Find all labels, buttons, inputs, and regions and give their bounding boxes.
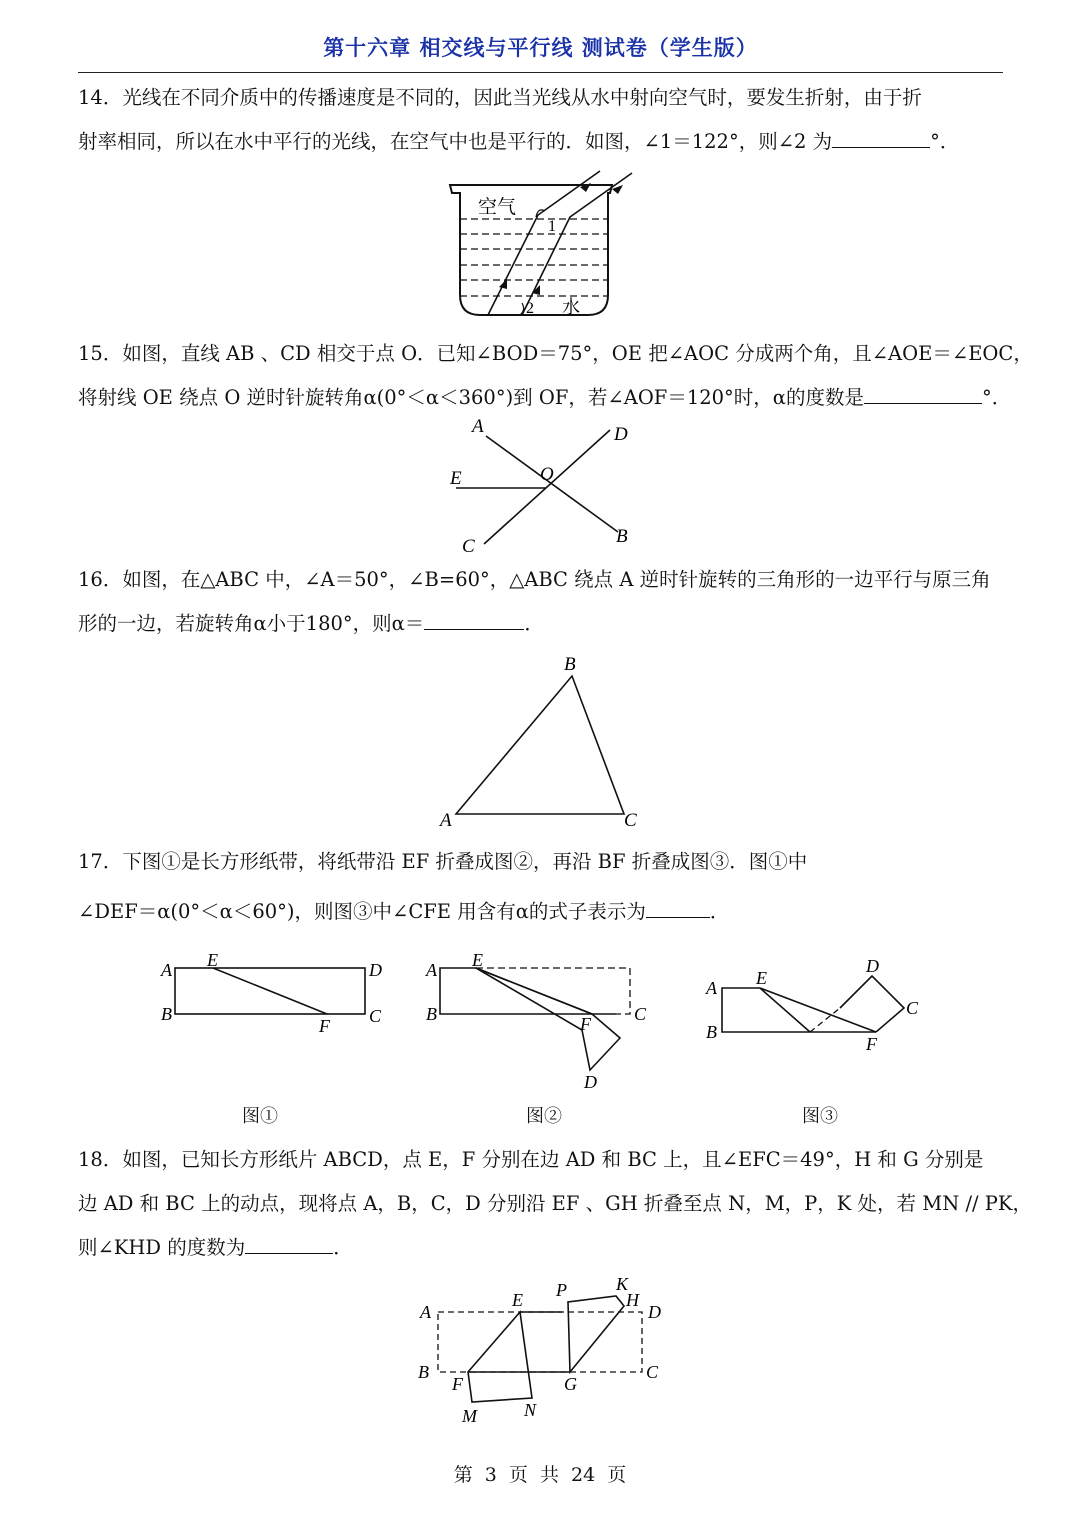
q14-line2-text: 射率相同，所以在水中平行的光线，在空气中也是平行的．如图，∠1＝122°，则∠2 为 xyxy=(78,130,833,153)
answer-blank xyxy=(832,123,930,148)
fig3-E: E xyxy=(756,968,767,988)
q18-F: F xyxy=(452,1374,463,1394)
point-E: E xyxy=(450,468,462,489)
point-B: B xyxy=(616,526,628,547)
q15-line2-text: 将射线 OE 绕点 O 逆时针旋转角α(0°＜α＜360°)到 OF，若∠AOF＝120°时，α的度数是 xyxy=(78,386,864,409)
water-label: 水 xyxy=(562,297,580,318)
q18-C: C xyxy=(646,1362,659,1382)
fig2-A: A xyxy=(426,960,437,980)
answer-blank xyxy=(864,379,982,404)
fig2-F: F xyxy=(580,1014,591,1034)
fig1-D: D xyxy=(369,960,382,980)
point-C: C xyxy=(462,536,475,557)
q18-A: A xyxy=(420,1302,431,1322)
q18-K: K xyxy=(616,1274,629,1294)
q14-line2 xyxy=(78,120,1008,164)
q17-line2 xyxy=(78,890,1008,934)
q16-line1: 16．如图，在△ABC 中，∠A＝50°，∠B=60°，△ABC 绕点 A 逆时针旋转的三角形的一边平行与原三角 xyxy=(78,568,991,591)
q17-end: ． xyxy=(709,900,730,923)
q17-line2-text: ∠DEF＝α(0°＜α＜60°)，则图③中∠CFE 用含有α的式子表示为 xyxy=(78,900,646,923)
q18-N: N xyxy=(524,1400,537,1420)
q18-E: E xyxy=(512,1290,523,1310)
angle-1-label: 1 xyxy=(548,218,556,235)
fig1-E: E xyxy=(207,950,218,970)
q18-G: G xyxy=(564,1374,577,1394)
point-D: D xyxy=(614,424,628,445)
q14-end: °． xyxy=(930,130,960,153)
q17-figure-2 xyxy=(420,950,660,1095)
q18-end: ． xyxy=(333,1236,353,1259)
q16-line2 xyxy=(78,602,1008,646)
vertex-B: B xyxy=(564,654,576,675)
caption-figure-1: 图① xyxy=(242,1106,278,1127)
q15-end: °． xyxy=(981,386,1012,409)
angle-2-label: 2 xyxy=(526,300,534,317)
q18-line1: 18．如图，已知长方形纸片 ABCD，点 E，F 分别在边 AD 和 BC 上，且∠EFC＝49°，H 和 G 分别是 xyxy=(78,1148,984,1171)
page-title: 第十六章 相交线与平行线 测试卷（学生版） xyxy=(323,36,758,60)
q16-triangle-figure xyxy=(430,650,660,835)
fig3-A: A xyxy=(706,978,717,998)
fig1-A: A xyxy=(161,960,172,980)
fig1-B: B xyxy=(161,1004,172,1024)
answer-blank xyxy=(646,893,710,918)
q18-line3-text: 则∠KHD 的度数为 xyxy=(78,1236,246,1259)
q15-line1: 15．如图，直线 AB 、CD 相交于点 O．已知∠BOD＝75°，OE 把∠AOC 分成两个角，且∠AOE＝∠EOC， xyxy=(78,342,1033,365)
q17-line1: 17．下图①是长方形纸带，将纸带沿 EF 折叠成图②，再沿 BF 折叠成图③．图①中 xyxy=(78,850,808,873)
fig1-C: C xyxy=(369,1006,382,1026)
fig2-C: C xyxy=(634,1004,647,1024)
q18-folding-figure xyxy=(410,1270,690,1430)
fig3-B: B xyxy=(706,1022,717,1042)
q17-figure-3 xyxy=(700,950,940,1060)
page-header xyxy=(78,30,1003,73)
page-footer: 第 3 页 共 24 页 xyxy=(453,1464,627,1486)
answer-blank xyxy=(424,605,524,630)
air-label: 空气 xyxy=(478,196,517,218)
caption-figure-3: 图③ xyxy=(802,1106,838,1127)
fig2-E: E xyxy=(472,950,483,970)
fig1-F: F xyxy=(319,1016,330,1036)
fig2-D: D xyxy=(584,1072,597,1092)
answer-blank xyxy=(245,1229,333,1254)
q18-line3 xyxy=(78,1226,1008,1270)
q18-P: P xyxy=(556,1280,567,1300)
q18-B: B xyxy=(418,1362,429,1382)
fig3-C: C xyxy=(906,998,919,1018)
q17-figure-1 xyxy=(155,950,395,1040)
vertex-A: A xyxy=(440,810,452,831)
q14-line1: 14．光线在不同介质中的传播速度是不同的，因此当光线从水中射向空气时，要发生折射，由于折 xyxy=(78,86,922,109)
caption-figure-2: 图② xyxy=(526,1106,562,1127)
q14-beaker-figure xyxy=(440,165,640,325)
q16-end: ． xyxy=(524,612,544,635)
q18-M: M xyxy=(462,1406,477,1426)
fig2-B: B xyxy=(426,1004,437,1024)
fig3-D: D xyxy=(866,956,879,976)
point-O: O xyxy=(540,464,554,485)
fig3-F: F xyxy=(866,1034,877,1054)
q18-line2: 边 AD 和 BC 上的动点，现将点 A，B，C，D 分别沿 EF 、GH 折叠至点 N，M，P，K 处，若 MN // PK， xyxy=(78,1192,1032,1215)
q18-D: D xyxy=(648,1302,661,1322)
q16-line2-text: 形的一边，若旋转角α小于180°，则α＝ xyxy=(78,612,425,635)
q18-H: H xyxy=(626,1290,639,1310)
q15-intersecting-lines-figure xyxy=(440,412,660,562)
point-A: A xyxy=(472,416,484,437)
vertex-C: C xyxy=(624,810,637,831)
